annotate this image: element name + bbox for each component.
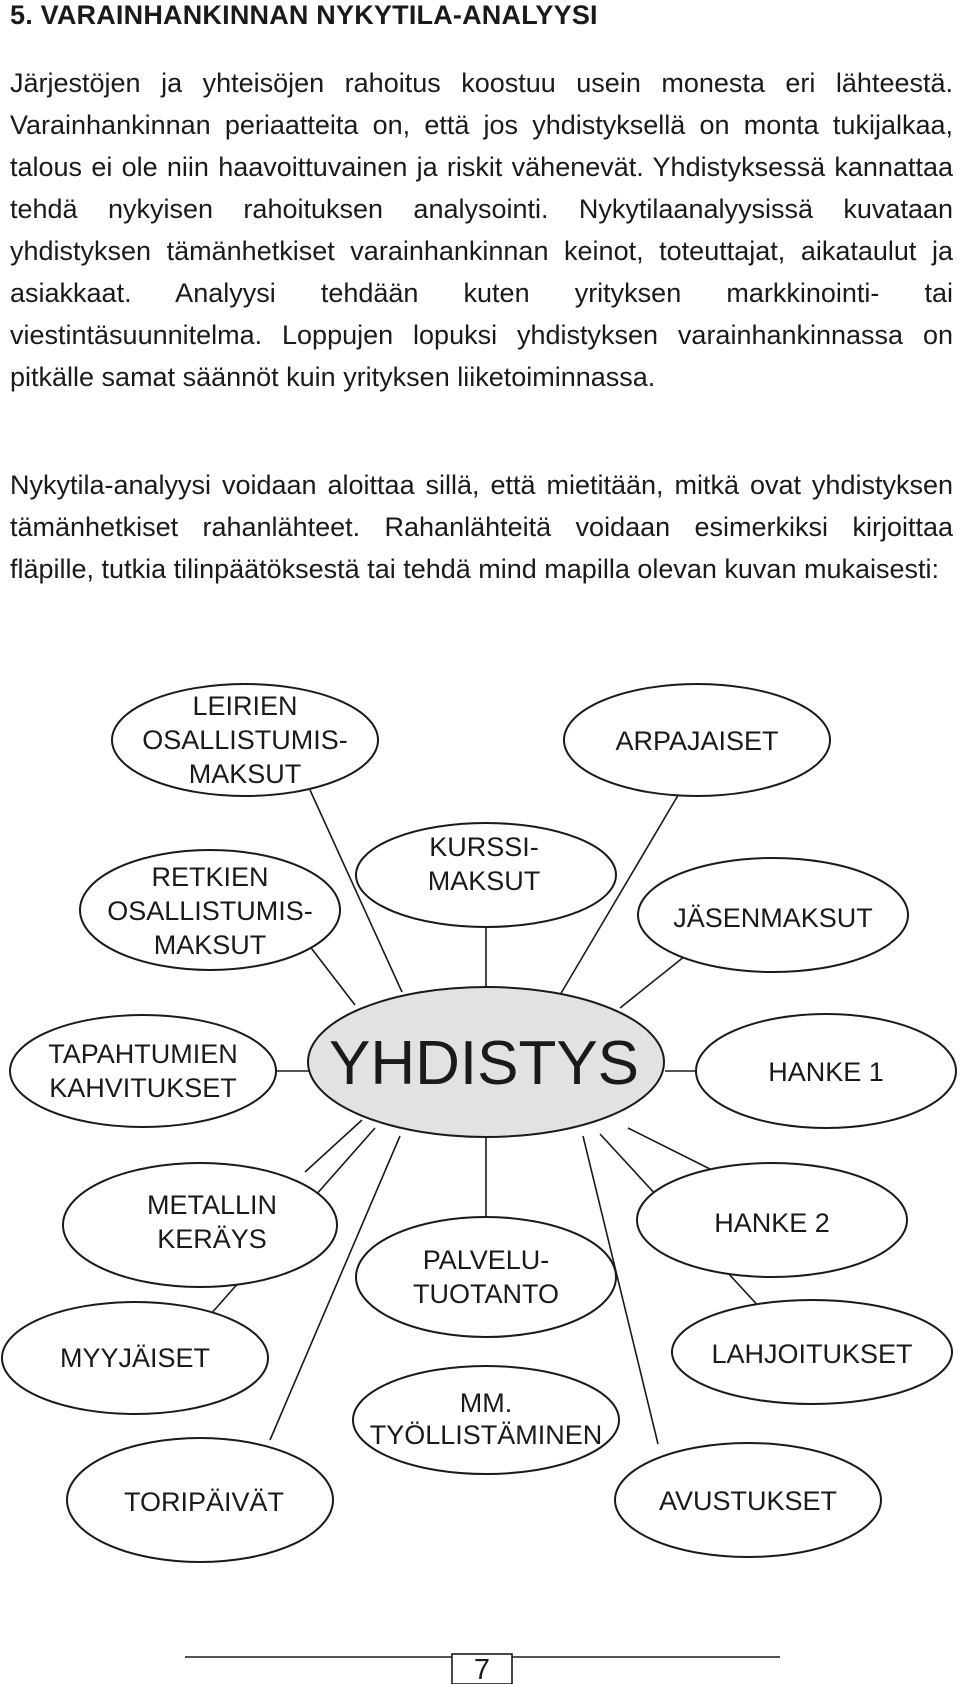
label-kurssimaksut-2: MAKSUT <box>427 866 541 896</box>
node-tapahtumien <box>10 1015 276 1127</box>
label-leirien-1: LEIRIEN <box>192 691 298 721</box>
label-arpajaiset: ARPAJAISET <box>615 726 779 756</box>
connector-retkien <box>305 940 355 1005</box>
page-number: 7 <box>473 1654 491 1684</box>
label-tyollistaminen-2: TYÖLLISTÄMINEN <box>369 1420 603 1450</box>
label-metallin-2: KERÄYS <box>157 1224 267 1254</box>
label-tapahtumien-2: KAHVITUKSET <box>49 1073 237 1103</box>
label-retkien-3: MAKSUT <box>153 930 267 960</box>
label-avustukset: AVUSTUKSET <box>658 1486 838 1516</box>
label-toripaivat: TORIPÄIVÄT <box>123 1487 285 1517</box>
label-tapahtumien-1: TAPAHTUMIEN <box>48 1039 238 1069</box>
page-footer <box>185 1654 780 1684</box>
label-retkien-1: RETKIEN <box>151 862 269 892</box>
node-palvelu <box>356 1217 616 1337</box>
label-metallin-1: METALLIN <box>146 1190 278 1220</box>
label-hanke2: HANKE 2 <box>714 1208 830 1238</box>
connector-hanke2 <box>628 1128 712 1170</box>
section-heading: 5. VARAINHANKINNAN NYKYTILA-ANALYYSI <box>10 0 598 30</box>
label-retkien-2: OSALLISTUMIS- <box>107 896 313 926</box>
label-tyollistaminen-1: MM. <box>459 1388 513 1418</box>
label-palvelu-2: TUOTANTO <box>413 1279 559 1309</box>
connector-metallin <box>305 1120 362 1172</box>
label-hanke1: HANKE 1 <box>768 1057 884 1087</box>
label-myyjaiset: MYYJÄISET <box>59 1343 211 1373</box>
label-jasenmaksut: JÄSENMAKSUT <box>673 903 873 933</box>
label-lahjoitukset: LAHJOITUKSET <box>711 1339 913 1369</box>
intro-paragraph: Järjestöjen ja yhteisöjen rahoitus koostuu usein monesta eri lähteestä. Varainhankinnan periaatteita on, että jos yhdistyksellä on monta tukijalkaa, talous ei ole niin haavoittuvainen ja riskit vähenevät. Yhdistyksessä kannattaa tehdä nykyisen rahoituksen analysointi. Nykytilaanalyysissä kuvataan yhdistyksen tämänhetkiset varainhankinnan keinot, toteuttajat, aikataulut ja asiakkaat. Analyysi tehdään kuten yrityksen markkinointi- tai viestintäsuunnitelma. Loppujen lopuksi yhdistyksen varainhankinnassa on pitkälle samat säännöt kuin yrityksen liiketoiminnassa. <box>10 68 953 392</box>
mindmap-intro-paragraph: Nykytila-analyysi voidaan aloittaa sillä, että mietitään, mitkä ovat yhdistyksen tämänhetkiset rahanlähteet. Rahanlähteitä voidaan esimerkiksi kirjoittaa fläpille, tutkia tilinpäätöksestä tai tehdä mind mapilla olevan kuvan mukaisesti: <box>10 470 953 584</box>
label-leirien-3: MAKSUT <box>188 759 302 789</box>
label-center-yhdistys: YHDISTYS <box>328 1029 640 1098</box>
label-kurssimaksut-1: KURSSI- <box>429 832 539 862</box>
label-leirien-2: OSALLISTUMIS- <box>142 725 348 755</box>
label-palvelu-1: PALVELU- <box>422 1245 550 1275</box>
